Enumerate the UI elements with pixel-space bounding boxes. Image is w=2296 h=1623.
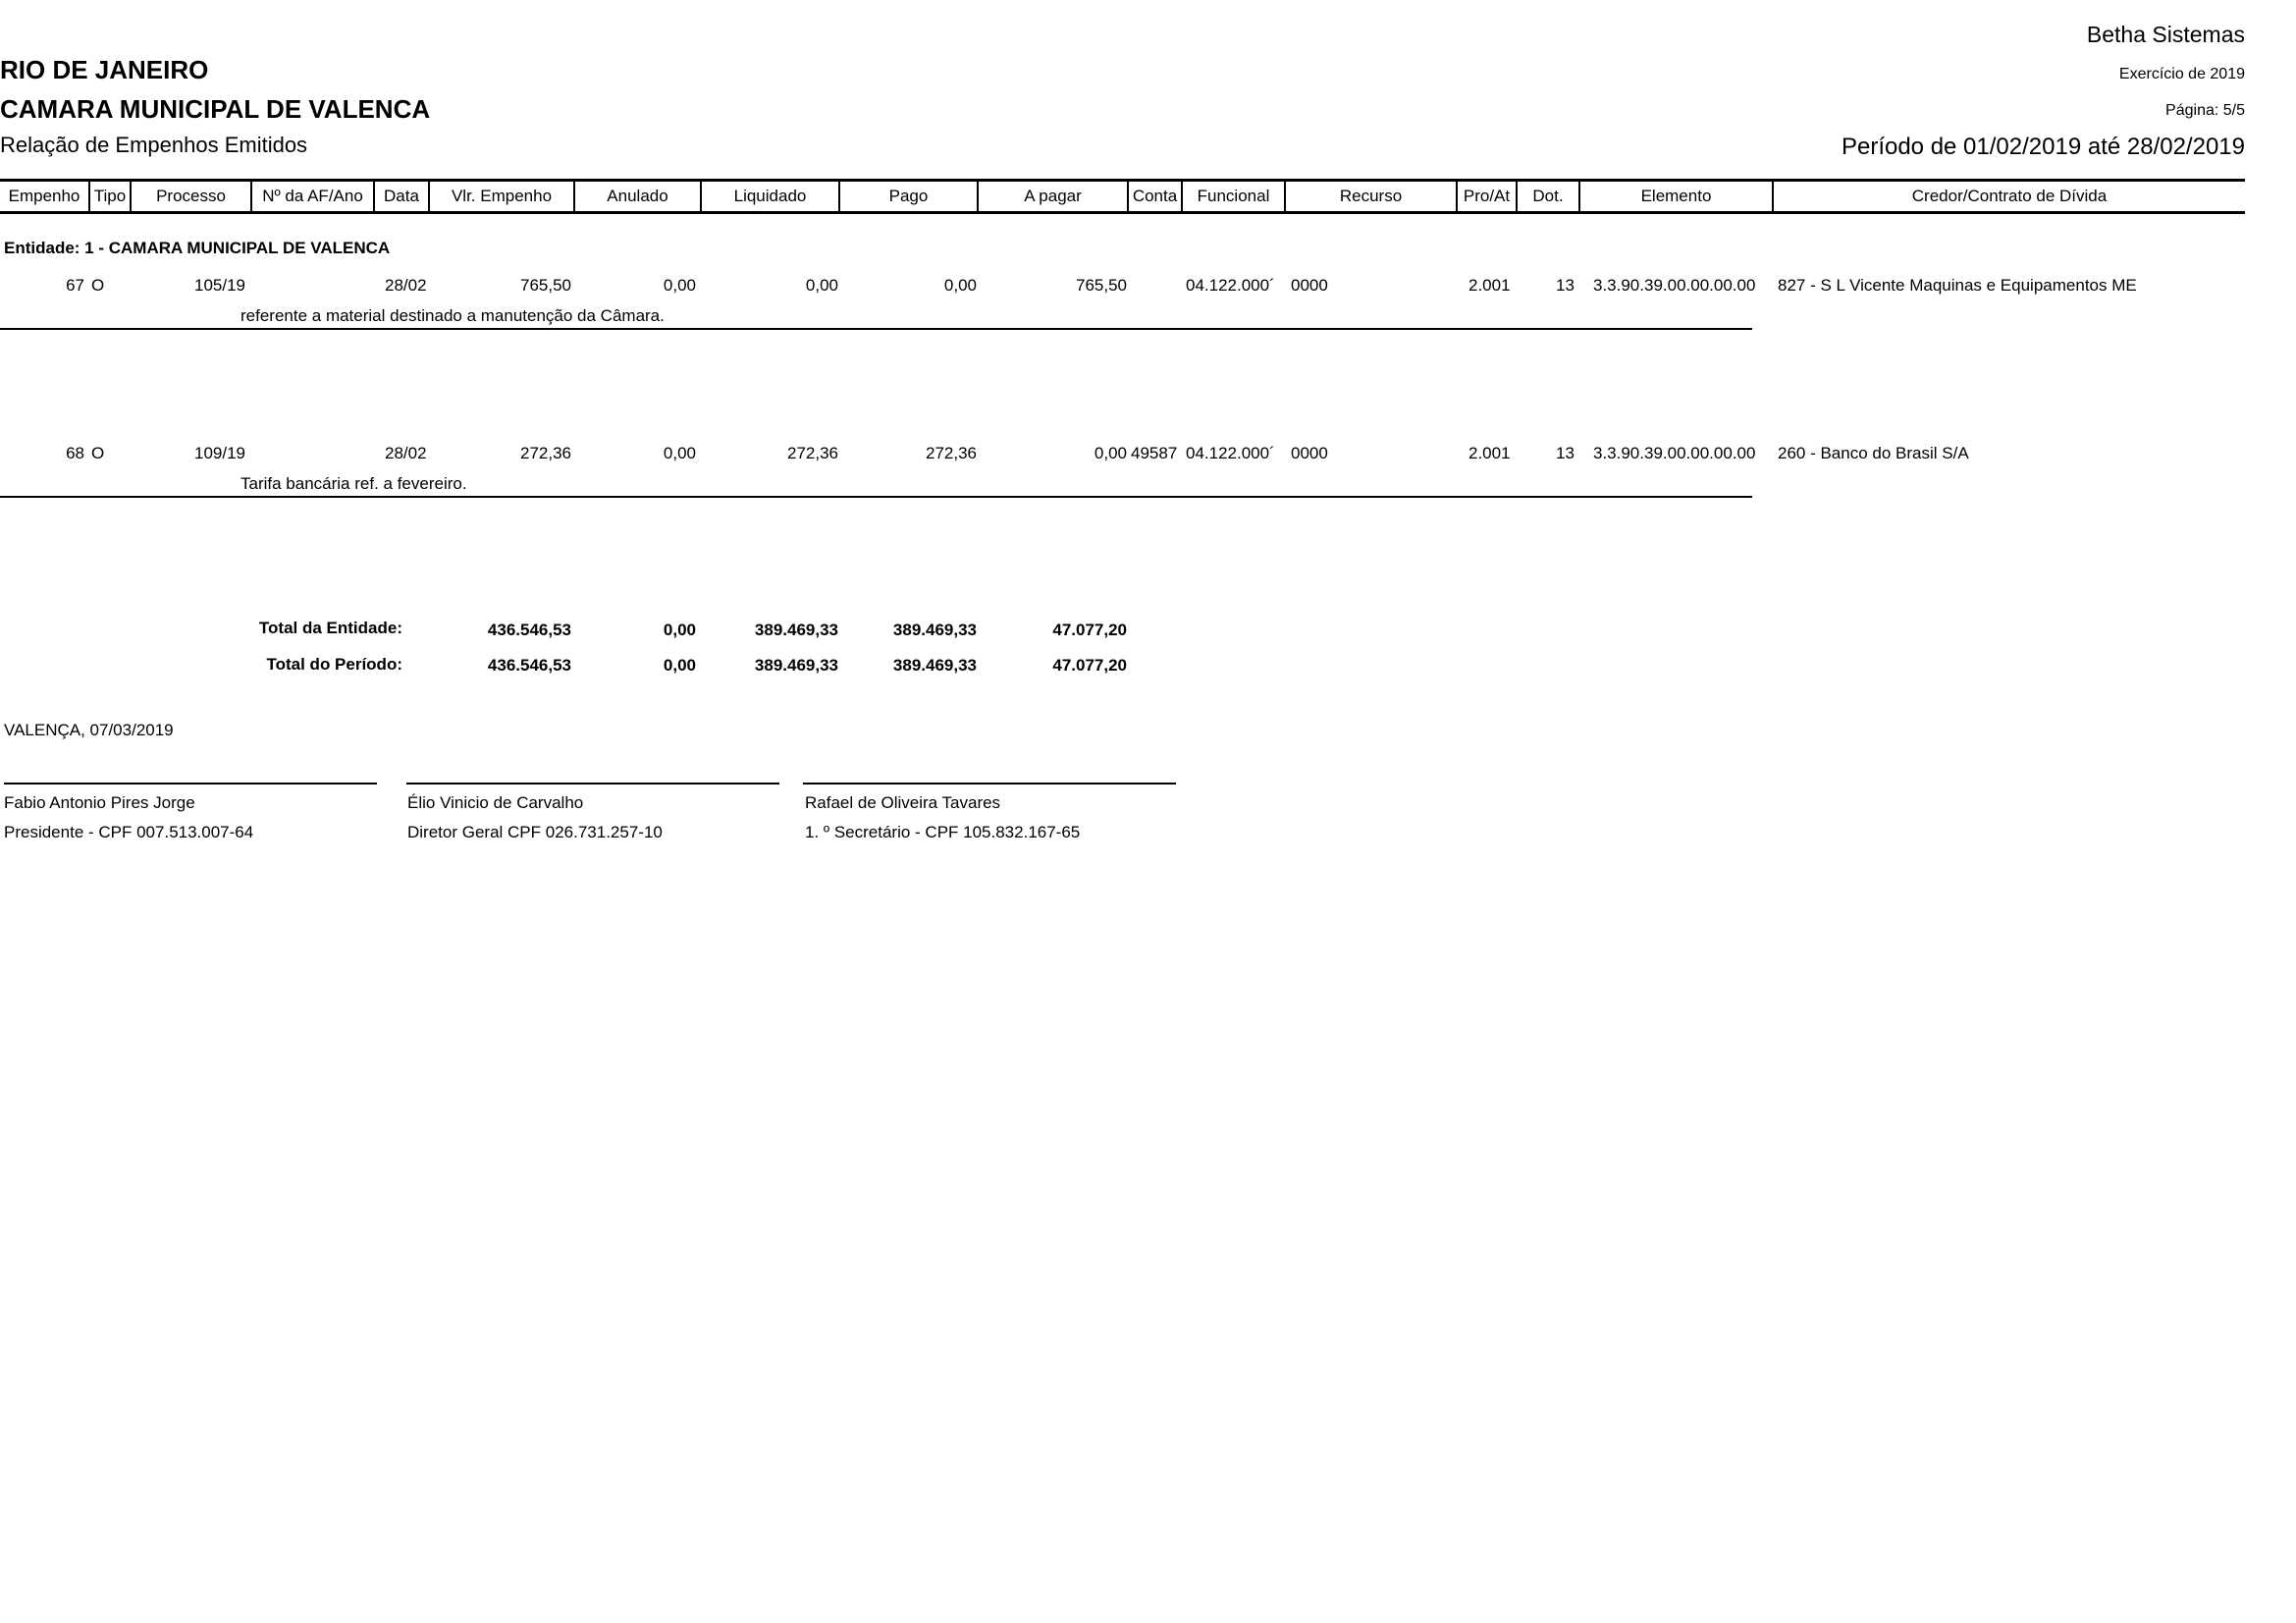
cell-recurso: 0000 [1291,444,1328,462]
col-header-processo: Processo [130,182,250,211]
cell-funcional: 04.122.000´ [1186,444,1275,462]
organization-name: CAMARA MUNICIPAL DE VALENCA [0,94,431,124]
signature-line [803,783,1176,784]
cell-pro-at: 2.001 [1468,276,1511,295]
cell-dot: 13 [1556,444,1575,462]
total-anulado: 0,00 [663,621,696,639]
total-anulado: 0,00 [663,656,696,675]
page-number: Página: 5/5 [2165,102,2245,119]
cell-elemento: 3.3.90.39.00.00.00.00 [1593,444,1756,462]
col-header-anulado: Anulado [573,182,700,211]
col-header-elemento: Elemento [1578,182,1772,211]
cell-vlr-empenho: 765,50 [520,276,571,295]
cell-empenho: 68 [66,444,84,462]
total-a-pagar: 47.077,20 [1052,656,1127,675]
col-header-dot: Dot. [1516,182,1578,211]
col-header-data: Data [373,182,428,211]
signatory-role: Diretor Geral CPF 026.731.257-10 [407,823,663,841]
cell-historico: Tarifa bancária ref. a fevereiro. [240,474,467,493]
col-header-pago: Pago [838,182,977,211]
col-header-funcional: Funcional [1181,182,1284,211]
total-pago: 389.469,33 [892,656,977,675]
col-header-vlr-empenho: Vlr. Empenho [428,182,573,211]
signatory-name: Rafael de Oliveira Tavares [805,793,1001,812]
fiscal-year: Exercício de 2019 [2118,66,2245,82]
cell-credor: 260 - Banco do Brasil S/A [1778,444,1969,462]
total-label: Total do Período: [266,655,402,674]
signatory-role: Presidente - CPF 007.513.007-64 [4,823,254,841]
cell-anulado: 0,00 [663,444,696,462]
signature-line [4,783,377,784]
row-divider [0,496,1752,498]
cell-historico: referente a material destinado a manutenção da Câmara. [240,306,665,325]
total-label: Total da Entidade: [258,619,402,637]
cell-data: 28/02 [385,276,427,295]
total-pago: 389.469,33 [892,621,977,639]
col-header-af-ano: Nº da AF/Ano [250,182,373,211]
total-liquidado: 389.469,33 [754,656,838,675]
cell-funcional: 04.122.000´ [1186,276,1275,295]
report-period: Período de 01/02/2019 até 28/02/2019 [1841,134,2245,160]
cell-a-pagar: 0,00 [1094,444,1127,462]
cell-empenho: 67 [66,276,84,295]
cell-pro-at: 2.001 [1468,444,1511,462]
brand-name: Betha Sistemas [2086,22,2245,47]
cell-liquidado: 0,00 [805,276,838,295]
cell-tipo: O [91,444,105,462]
signatory-name: Élio Vinicio de Carvalho [407,793,584,812]
table-header [0,179,2245,214]
total-liquidado: 389.469,33 [754,621,838,639]
place-date: VALENÇA, 07/03/2019 [4,721,174,739]
cell-anulado: 0,00 [663,276,696,295]
col-header-tipo: Tipo [88,182,130,211]
cell-data: 28/02 [385,444,427,462]
cell-liquidado: 272,36 [787,444,838,462]
cell-dot: 13 [1556,276,1575,295]
signature-line [406,783,779,784]
cell-recurso: 0000 [1291,276,1328,295]
col-header-conta: Conta [1127,182,1181,211]
cell-credor: 827 - S L Vicente Maquinas e Equipamentos ME [1778,276,2137,295]
col-header-liquidado: Liquidado [700,182,838,211]
col-header-pro-at: Pro/At [1456,182,1516,211]
cell-vlr-empenho: 272,36 [520,444,571,462]
total-a-pagar: 47.077,20 [1052,621,1127,639]
state-name: RIO DE JANEIRO [0,55,209,84]
cell-processo: 109/19 [194,444,245,462]
cell-elemento: 3.3.90.39.00.00.00.00 [1593,276,1756,295]
entity-label: Entidade: 1 - CAMARA MUNICIPAL DE VALENCA [4,239,391,257]
cell-processo: 105/19 [194,276,245,295]
col-header-recurso: Recurso [1284,182,1456,211]
total-vlr-empenho: 436.546,53 [487,656,571,675]
cell-conta: 49587 [1131,444,1178,462]
report-title: Relação de Empenhos Emitidos [0,133,308,157]
col-header-empenho: Empenho [8,187,80,205]
cell-pago: 0,00 [943,276,977,295]
cell-a-pagar: 765,50 [1076,276,1127,295]
cell-pago: 272,36 [926,444,977,462]
signatory-role: 1. º Secretário - CPF 105.832.167-65 [805,823,1081,841]
total-vlr-empenho: 436.546,53 [487,621,571,639]
col-header-a-pagar: A pagar [977,182,1127,211]
col-header-credor: Credor/Contrato de Dívida [1772,182,2245,211]
row-divider [0,328,1752,330]
cell-tipo: O [91,276,105,295]
signatory-name: Fabio Antonio Pires Jorge [4,793,195,812]
